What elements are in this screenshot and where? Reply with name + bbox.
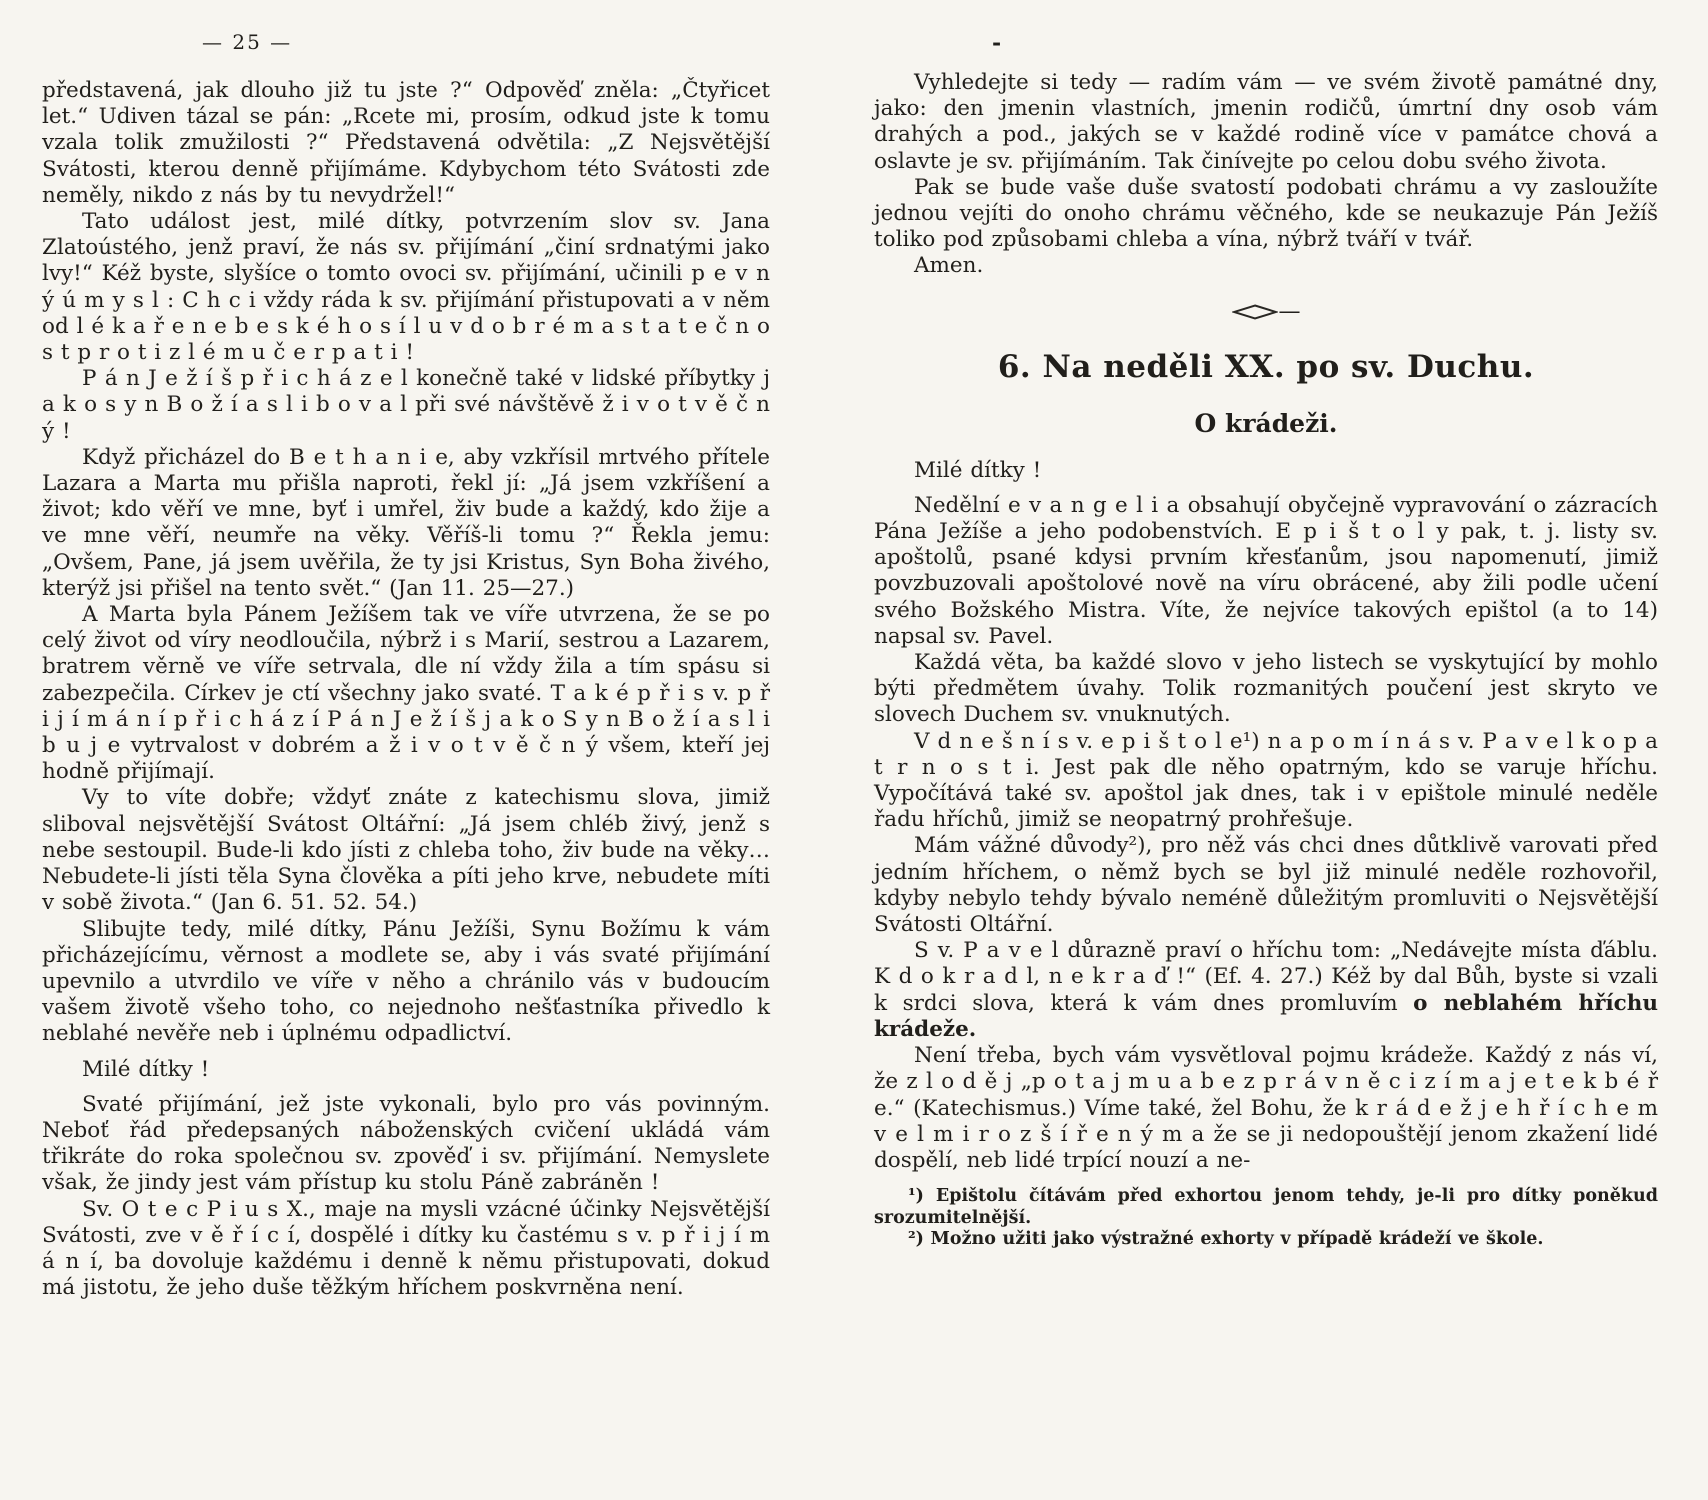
paragraph: Nedělní e v a n g e l i a obsahují obyčejně vypravování o zázracích Pána Ježíše a jeho podobenstvích. E p i š t o l y pak, t. j. listy sv. apoštolů, psané kdysi prvním křesťanům, jsou napomenutí, jimiž povzbuzovali apoštolové nově na víru obrácené, aby žili podle učení svého Božského Mistra. Víte, že nejvíce takových epištol (a to 14) napsal sv. Pavel.	[874, 492, 1658, 649]
paragraph: Tato událost jest, milé dítky, potvrzením slov sv. Jana Zlatoústého, jenž praví, že nás sv. přijímání „činí srdnatými jako lvy!“ Kéž byste, slyšíce o tomto ovoci sv. přijímání, učinili p e v n ý ú m y s l : C h c i vždy ráda k sv. přijímání přistupovati a v něm od l é k a ř e n e b e s k é h o s í l u v d o b r é m a s t a t e č n o s t p r o t i z l é m u č e r p a t i !	[42, 209, 770, 366]
paragraph: Slibujte tedy, milé dítky, Pánu Ježíši, Synu Božímu k vám přicházejícímu, věrnost a modlete se, aby i vás svaté přijímání upevnilo a utvrdilo ve víře v něho a chránilo vás v budoucím vašem životě všeho toho, co nejednoho nešťastníka přivedlo k neblahé nevěře neb i úplnému odpadlictví.	[42, 916, 770, 1047]
paragraph: A Marta byla Pánem Ježíšem tak ve víře utvrzena, že se po celý život od víry neodloučila, nýbrž i s Marií, sestrou a Lazarem, bratrem věrně ve víře setrvala, dle ní vždy žila a tím spásu si zabezpečila. Církev je ctí všechny jako svaté. T a k é p ř i s v. p ř i j í m á n í p ř i c h á z í P á n J e ž í š j a k o S y n B o ž í a s l i b u j e vytrvalost v dobrém a ž i v o t v ě č n ý všem, kteří jej hodně přijímají.	[42, 602, 770, 785]
left-page	[42, 30, 770, 1484]
paragraph: Každá věta, ba každé slovo v jeho listech se vyskytující by mohlo býti předmětem úvahy. Tolik rozmanitých poučení jest skryto ve slovech Duchem sv. vnuknutých.	[874, 650, 1658, 728]
paragraph: Mám vážné důvody²), pro něž vás chci dnes důtklivě varovati před jedním hříchem, o němž bych se byl již minulé neděle rozhovořil, kdyby nebylo tehdy bývalo neméně důležitým promluviti o Nejsvětější Svátosti Oltářní.	[874, 833, 1658, 938]
paragraph	[874, 938, 1658, 1043]
paragraph: představená, jak dlouho již tu jste ?“ Odpověď zněla: „Čtyřicet let.“ Udiven tázal se pán: „Rcete mi, prosím, odkud jste k tomu vzala tolik zmužilosti ?“ Představená odvětila: „Z Nejsvětější Svátosti, kterou denně přijímáme. Kdybychom této Svátosti zde neměly, nikdo z nás by tu nevydržel!“	[42, 78, 770, 208]
bold-phrase: o neblahém hříchu krádeže.	[874, 990, 1658, 1042]
paragraph: Když přicházel do B e t h a n i e, aby vzkřísil mrtvého přítele Lazara a Marta mu přišla naproti, řekl jí: „Já jsem vzkříšení a život; kdo věří ve mne, byť i umřel, živ bude a každý, kdo žije a ve mne věří, neumře na věky. Věříš-li tomu ?“ Řekla jemu: „Ovšem, Pane, já jsem uvěřila, že ty jsi Kristus, Syn Boha živého, kterýž jsi přišel na tento svět.“ (Jan 11. 25—27.)	[42, 444, 770, 601]
divider-dash: —	[1278, 298, 1301, 324]
salutation: Milé dítky !	[914, 457, 1042, 483]
footnote: ¹) Epištolu čítávám před exhortou jenom tehdy, je-li pro dítky poněkud srozumitelnější.	[874, 1186, 1658, 1228]
footnote: ²) Možno užiti jako výstražné exhorty v případě krádeží ve škole.	[908, 1229, 1544, 1250]
paragraph: Svaté přijímání, jež jste vykonali, bylo pro vás povinným. Neboť řád předepsaných náboženských cvičení ukládá vám třikráte do roka společnou sv. zpověď i sv. přijímání. Nemyslete však, že jindy jest vám přístup ku stolu Páně zabráněn !	[42, 1091, 770, 1196]
paragraph: Není třeba, bych vám vysvětloval pojmu krádeže. Každý z nás ví, že z l o d ě j „p o t a j m u a b e z p r á v n ě c i z í m a j e t e k b é ř e.“ (Katechismus.) Víme také, žel Bohu, že k r á d e ž j e h ř í c h e m v e l m i r o z š í ř e n ý m a že se ji nedopouštějí jenom zkažení lidé dospělí, neb lidé trpící nouzí a ne-	[874, 1043, 1658, 1173]
page-mark: -	[992, 30, 1002, 56]
paragraph: Pak se bude vaše duše svatostí podobati chrámu a vy zasloužíte jednou vejíti do onoho chrámu věčného, kde se neukazuje Pán Ježíš toliko pod způsobami chleba a vína, nýbrž tváří v tvář.	[874, 174, 1658, 253]
paragraph: Vyhledejte si tedy — radím vám — ve svém životě památné dny, jako: den jmenin vlastních, jmenin rodičů, úmrtní dny osob vám drahých a pod., jakých se v každé rodině více v památce chová a oslavte je sv. přijímáním. Tak činívejte po celou dobu svého života.	[874, 70, 1658, 174]
paragraph: V d n e š n í s v. e p i š t o l e¹) n a p o m í n á s v. P a v e l k o p a t r n o s t i. Jest pak dle něho opatrným, kdo se varuje hříchu. Vypočítává také sv. apoštol jak dnes, tak i v epištole minulé neděle řadu hříchů, jimiž se neopatrný prohřešuje.	[874, 728, 1658, 833]
right-page	[874, 30, 1658, 1484]
page-number: — 25 —	[202, 30, 293, 54]
footnotes	[874, 1186, 1658, 1251]
amen-line: Amen.	[914, 253, 984, 279]
diamond-icon	[1232, 304, 1278, 320]
paragraph: Vy to víte dobře; vždyť znáte z katechismu slova, jimiž sliboval nejsvětější Svátost Oltářní: „Já jsem chléb živý, jenž s nebe sestoupil. Bude-li kdo jísti z chleba toho, živ bude na věky… Nebudete-li jísti těla Syna člověka a píti jeho krve, nebudete míti v sobě života.“ (Jan 6. 51. 52. 54.)	[42, 785, 770, 916]
salutation: Milé dítky !	[82, 1056, 210, 1082]
paragraph-text: S v. P a v e l důrazně praví o hříchu tom: „Nedávejte místa ďáblu. K d o k r a d l, n e k r a ď !“ (Ef. 4. 27.) Kéž by dal Bůh, byste si vzali k srdci slova, která k vám dnes promluvím	[874, 938, 1658, 1016]
section-title: 6. Na neděli XX. po sv. Duchu.	[997, 348, 1535, 385]
paragraph: Sv. O t e c P i u s X., maje na mysli vzácné účinky Nejsvětější Svátosti, zve v ě ř í c í, dospělé i dítky ku častému s v. p ř i j í m á n í, ba dovoluje každému i denně k němu přistupovati, dokud má jistotu, že jeho duše těžkým hříchem poskvrněna není.	[42, 1196, 770, 1301]
section-subtitle: O krádeži.	[1194, 408, 1338, 438]
section-divider	[874, 300, 1658, 325]
paragraph: P á n J e ž í š p ř i c h á z e l konečně také v lidské příbytky j a k o s y n B o ž í a s l i b o v a l při své návštěvě ž i v o t v ě č n ý !	[42, 366, 770, 444]
